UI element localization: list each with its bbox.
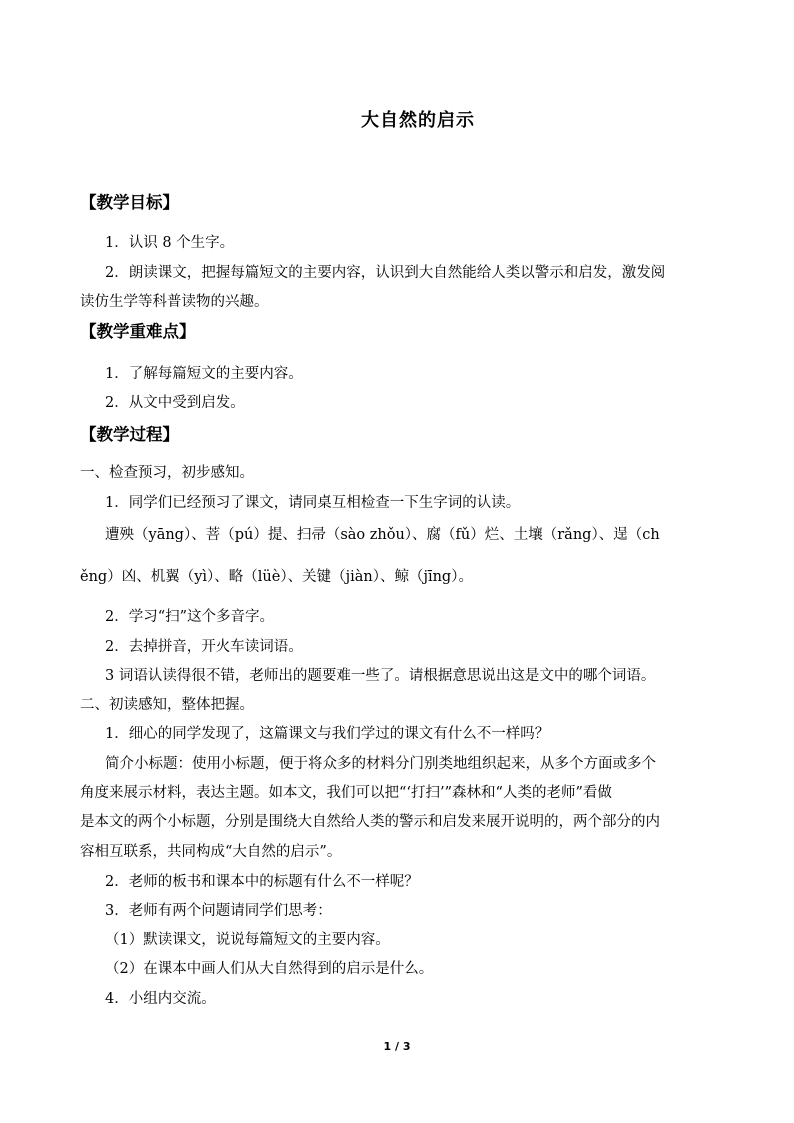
process-part-1-item-2b: 2．去掉拼音，开火车读词语。 bbox=[105, 639, 303, 655]
process-part-2-item-1: 1．细心的同学发现了，这篇课文与我们学过的课文有什么不一样吗？ bbox=[105, 726, 550, 742]
process-part-1-item-1: 1．同学们已经预习了课文，请同桌互相检查一下生字词的认读。 bbox=[105, 495, 521, 511]
process-words-line-2: ěng）凶、机翼（yì）、略（lüè）、关键（jiàn）、鲸（jīng）。 bbox=[80, 569, 473, 585]
key-point-item-2: 2．从文中受到启发。 bbox=[105, 395, 245, 411]
goal-item-2-line-2: 读仿生学等科普读物的兴趣。 bbox=[80, 294, 269, 310]
process-part-2-title: 二、初读感知，整体把握。 bbox=[80, 697, 254, 713]
process-question-2: （2）在课本中画人们从大自然得到的启示是什么。 bbox=[105, 961, 434, 977]
goal-item-2-line-1: 2．朗读课文，把握每篇短文的主要内容，认识到大自然能给人类以警示和启发，激发阅 bbox=[105, 265, 666, 281]
process-words-line-1: 遭殃（yāng）、菩（pú）提、扫帚（sào zhǒu）、腐（fǔ）烂、土壤（rǎng）、逞（ch bbox=[105, 527, 660, 543]
process-part-1-item-2: 2．学习“扫”这个多音字。 bbox=[105, 609, 275, 625]
section-heading-key-points: 【教学重难点】 bbox=[80, 322, 196, 341]
key-point-item-1: 1．了解每篇短文的主要内容。 bbox=[105, 366, 303, 382]
process-part-2-item-4: 4．小组内交流。 bbox=[105, 991, 216, 1007]
page-number: 1 / 3 bbox=[383, 1040, 411, 1053]
process-intro-line-3: 是本文的两个小标题，分别是围绕大自然给人类的警示和启发来展开说明的，两个部分的内 bbox=[80, 814, 660, 830]
goal-item-1: 1．认识 8 个生字。 bbox=[105, 235, 235, 251]
process-intro-line-1: 简介小标题：使用小标题，便于将众多的材料分门别类地组织起来，从多个方面或多个 bbox=[105, 756, 656, 772]
page-title: 大自然的启示 bbox=[361, 110, 475, 131]
process-intro-line-4: 容相互联系，共同构成“大自然的启示”。 bbox=[80, 844, 342, 860]
process-part-2-item-3: 3．老师有两个问题请同学们思考： bbox=[105, 903, 332, 919]
process-intro-line-2: 角度来展示材料，表达主题。如本文，我们可以把“‘打扫’”森林和“人类的老师”看做 bbox=[80, 785, 612, 801]
process-part-1-item-3: 3 词语认读得很不错，老师出的题要难一些了。请根据意思说出这是文中的哪个词语。 bbox=[105, 668, 656, 684]
process-part-1-title: 一、检查预习，初步感知。 bbox=[80, 465, 254, 481]
process-question-1: （1）默读课文，说说每篇短文的主要内容。 bbox=[105, 932, 390, 948]
section-heading-process: 【教学过程】 bbox=[80, 425, 179, 444]
process-part-2-item-2: 2．老师的板书和课本中的标题有什么不一样呢？ bbox=[105, 874, 419, 890]
section-heading-goals: 【教学目标】 bbox=[80, 193, 179, 212]
